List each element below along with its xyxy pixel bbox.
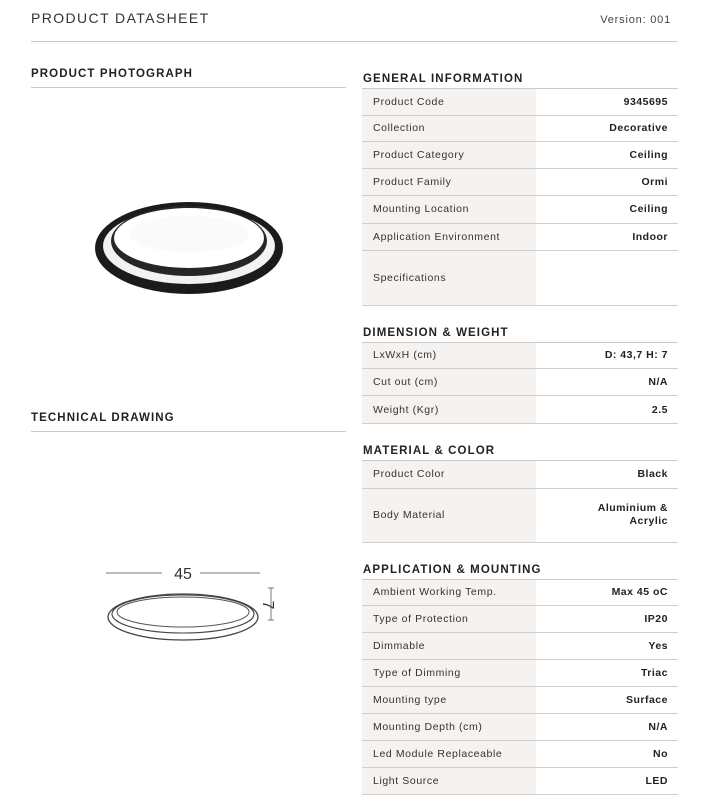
lamp-diffuser-shade [129, 216, 249, 252]
section-application [362, 561, 678, 795]
row-label: Led Module Replaceable [362, 741, 536, 768]
row-value: Ceiling [536, 195, 678, 223]
row-value: N/A [536, 714, 678, 741]
row-label: Collection [362, 115, 536, 141]
section-title: APPLICATION & MOUNTING [362, 561, 678, 580]
table-row [362, 580, 678, 606]
row-value: Indoor [536, 223, 678, 250]
table-row [362, 461, 678, 488]
table-row [362, 250, 678, 305]
row-label: LxWxH (cm) [362, 343, 536, 369]
row-label: Light Source [362, 768, 536, 795]
drawing-heading-divider [31, 431, 346, 432]
spec-table [362, 461, 678, 543]
table-row [362, 141, 678, 168]
row-label: Mounting type [362, 687, 536, 714]
section-title: DIMENSION & WEIGHT [362, 324, 678, 343]
table-row [362, 396, 678, 424]
header-divider [31, 41, 677, 42]
table-row [362, 687, 678, 714]
row-value: Ormi [536, 168, 678, 195]
row-value: Surface [536, 687, 678, 714]
row-label: Body Material [362, 488, 536, 542]
row-value: Black [536, 461, 678, 488]
row-value-text: Aluminium & Acrylic [597, 502, 668, 527]
row-label: Product Category [362, 141, 536, 168]
spec-column [362, 70, 678, 795]
row-value: Max 45 oC [536, 580, 678, 606]
row-label: Product Family [362, 168, 536, 195]
width-dimension-label: 45 [174, 566, 192, 583]
row-label: Ambient Working Temp. [362, 580, 536, 606]
row-label: Type of Protection [362, 606, 536, 633]
section-material [362, 442, 678, 543]
section-title: GENERAL INFORMATION [362, 70, 678, 89]
spec-table [362, 343, 678, 425]
section-dimension [362, 324, 678, 425]
row-value: Ceiling [536, 141, 678, 168]
table-row [362, 369, 678, 396]
photo-heading-divider [31, 87, 346, 88]
table-row [362, 768, 678, 795]
row-label: Cut out (cm) [362, 369, 536, 396]
table-row [362, 741, 678, 768]
section-general [362, 70, 678, 306]
product-photo [90, 198, 290, 300]
row-label: Type of Dimming [362, 660, 536, 687]
table-row [362, 223, 678, 250]
row-label: Dimmable [362, 633, 536, 660]
table-row [362, 660, 678, 687]
table-row [362, 195, 678, 223]
table-row [362, 343, 678, 369]
row-label: Mounting Depth (cm) [362, 714, 536, 741]
row-label: Product Code [362, 89, 536, 115]
height-dimension-label: 7 [259, 600, 276, 610]
table-row [362, 115, 678, 141]
row-value: 9345695 [536, 89, 678, 115]
table-row [362, 168, 678, 195]
row-label: Mounting Location [362, 195, 536, 223]
row-value [536, 488, 678, 542]
drawing-heading: TECHNICAL DRAWING [31, 412, 175, 424]
row-label: Application Environment [362, 223, 536, 250]
technical-drawing [100, 560, 290, 650]
table-row [362, 714, 678, 741]
row-value: IP20 [536, 606, 678, 633]
row-label: Weight (Kgr) [362, 396, 536, 424]
drawing-inner-ring [117, 597, 249, 627]
row-value: No [536, 741, 678, 768]
page-title: PRODUCT DATASHEET [31, 10, 210, 26]
spec-table [362, 580, 678, 795]
spec-table [362, 89, 678, 306]
row-label: Product Color [362, 461, 536, 488]
table-row [362, 89, 678, 115]
row-value: N/A [536, 369, 678, 396]
table-row [362, 633, 678, 660]
section-title: MATERIAL & COLOR [362, 442, 678, 461]
row-value: 2.5 [536, 396, 678, 424]
row-value: Triac [536, 660, 678, 687]
row-value: Decorative [536, 115, 678, 141]
row-value [536, 250, 678, 305]
row-value: D: 43,7 H: 7 [536, 343, 678, 369]
row-value: Yes [536, 633, 678, 660]
table-row [362, 488, 678, 542]
row-label: Specifications [362, 250, 536, 305]
table-row [362, 606, 678, 633]
version-label: Version: 001 [600, 14, 671, 26]
photo-heading: PRODUCT PHOTOGRAPH [31, 68, 194, 80]
row-value: LED [536, 768, 678, 795]
